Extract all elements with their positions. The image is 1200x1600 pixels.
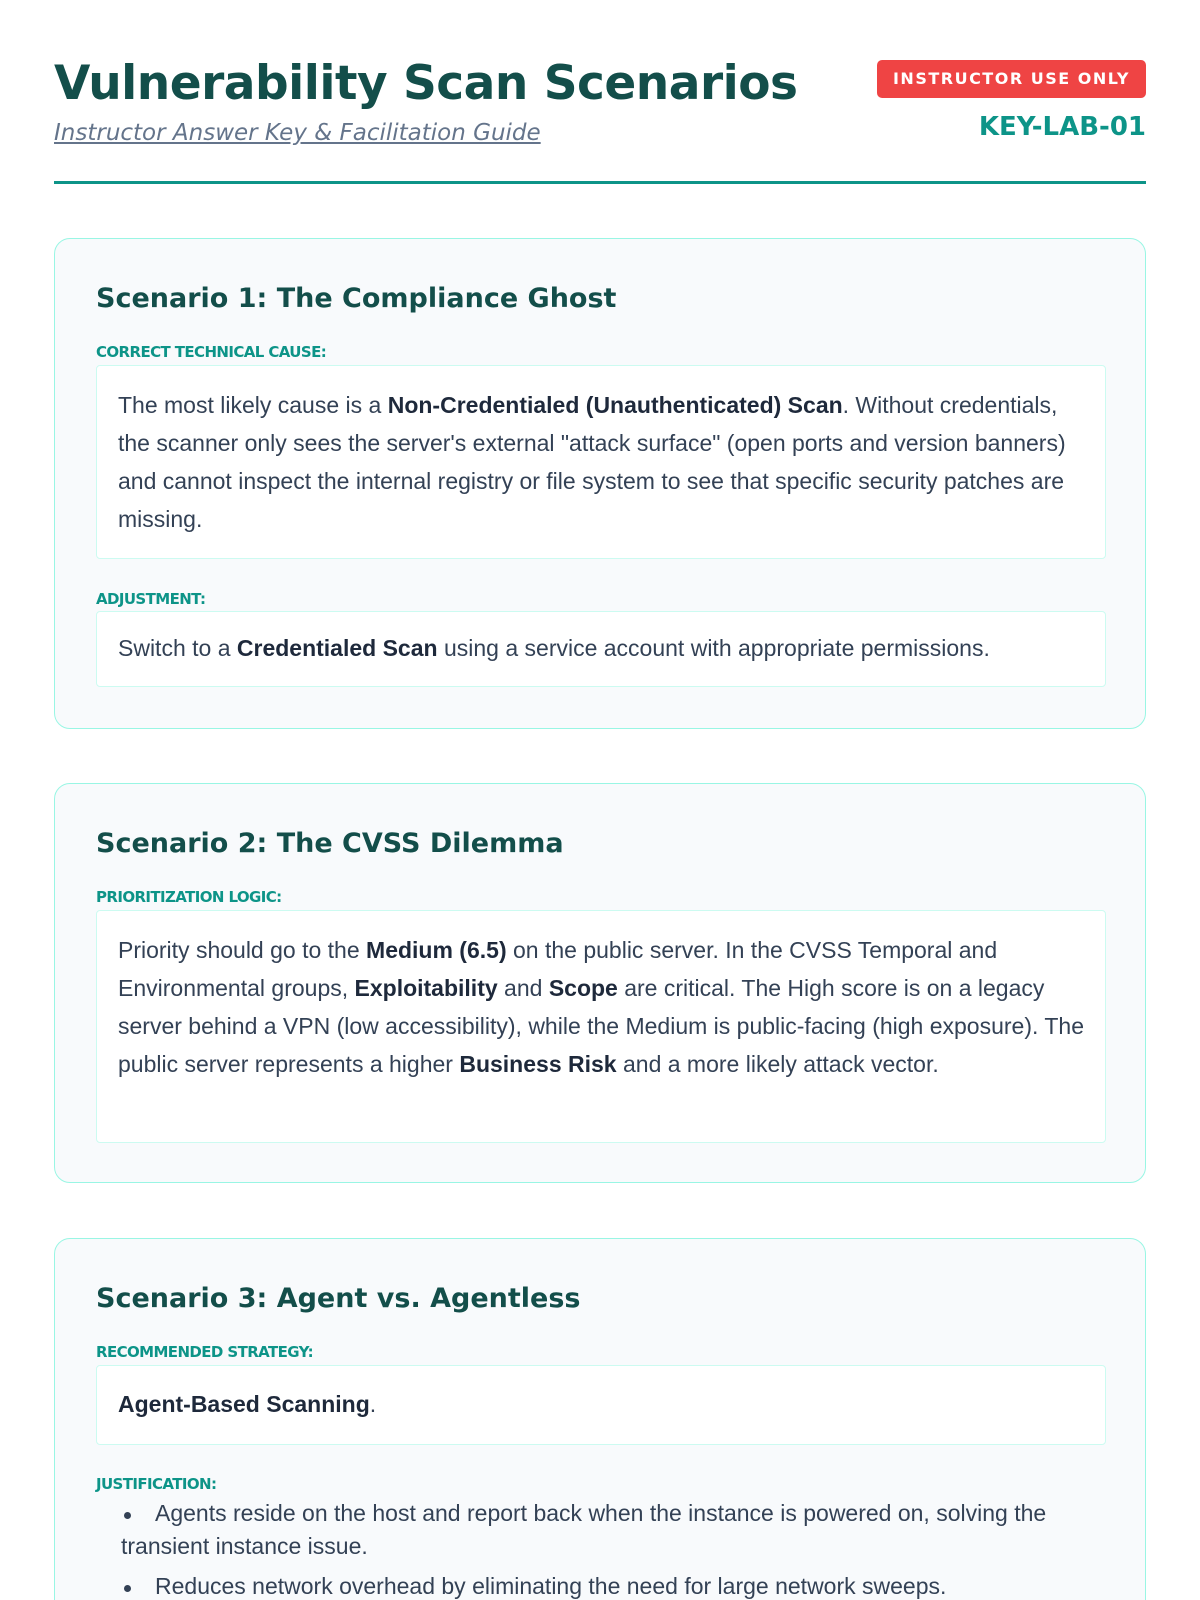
cause-text-2: . Without credentials, the scanner only sees the server's external "attack surface" (open ports and version banners) and cannot inspect the internal registry or file system to see that specific security patches are missing. <box>118 392 1066 532</box>
list-item <box>109 1497 1119 1563</box>
justification-list <box>109 1497 1119 1600</box>
justification-label: JUSTIFICATION: <box>96 1475 217 1493</box>
adjustment-label: ADJUSTMENT: <box>96 590 206 608</box>
adjust-bold-1: Credentialed Scan <box>236 635 438 661</box>
adjustment-answer <box>96 611 1106 687</box>
page-subtitle: Instructor Answer Key & Facilitation Guide <box>54 120 541 146</box>
logic-text-3: and <box>497 975 549 1001</box>
list-item <box>109 1570 1119 1600</box>
logic-text-2: on the public server. In the CVSS Temporal and Environmental groups, <box>118 937 998 1001</box>
strategy-label: RECOMMENDED STRATEGY: <box>96 1343 314 1361</box>
strategy-answer <box>96 1365 1106 1445</box>
page-title: Vulnerability Scan Scenarios <box>54 56 798 111</box>
scenario-1-title: Scenario 1: The Compliance Ghost <box>96 283 617 314</box>
strategy-text-1: . <box>369 1391 377 1417</box>
justification-1: Agents reside on the host and report back when the instance is powered on, solving the transient instance issue. <box>121 1500 1047 1559</box>
instructor-badge: INSTRUCTOR USE ONLY <box>877 60 1146 98</box>
cause-bold-1: Non-Credentialed (Unauthenticated) Scan <box>387 392 843 418</box>
strategy-bold-1: Agent-Based Scanning <box>118 1391 370 1417</box>
logic-text-5: and a more likely attack vector. <box>616 1051 939 1077</box>
scenario-2-card <box>54 783 1146 1183</box>
logic-bold-2: Exploitability <box>354 975 498 1001</box>
adjust-text-1: Switch to a <box>118 635 237 661</box>
document-code: KEY-LAB-01 <box>978 112 1146 142</box>
scenario-3-card <box>54 1238 1146 1600</box>
page-header <box>54 52 1146 184</box>
logic-text-1: Priority should go to the <box>118 937 367 963</box>
adjust-text-2: using a service account with appropriate permissions. <box>437 635 990 661</box>
justification-2: Reduces network overhead by eliminating the need for large network sweeps. <box>155 1573 947 1599</box>
scenario-3-title: Scenario 3: Agent vs. Agentless <box>96 1283 581 1314</box>
logic-label: PRIORITIZATION LOGIC: <box>96 888 282 906</box>
scenario-2-title: Scenario 2: The CVSS Dilemma <box>96 828 564 859</box>
cause-label: CORRECT TECHNICAL CAUSE: <box>96 343 327 361</box>
logic-bold-4: Business Risk <box>459 1051 617 1077</box>
cause-text-1: The most likely cause is a <box>118 392 388 418</box>
logic-text-4: are critical. The High score is on a legacy server behind a VPN (low accessibility), while the Medium is public-facing (high exposure). The public server represents a higher <box>118 975 1084 1077</box>
cause-answer <box>96 365 1106 559</box>
logic-answer <box>96 910 1106 1143</box>
logic-bold-3: Scope <box>548 975 618 1001</box>
logic-bold-1: Medium (6.5) <box>366 937 507 963</box>
scenario-1-card <box>54 238 1146 729</box>
